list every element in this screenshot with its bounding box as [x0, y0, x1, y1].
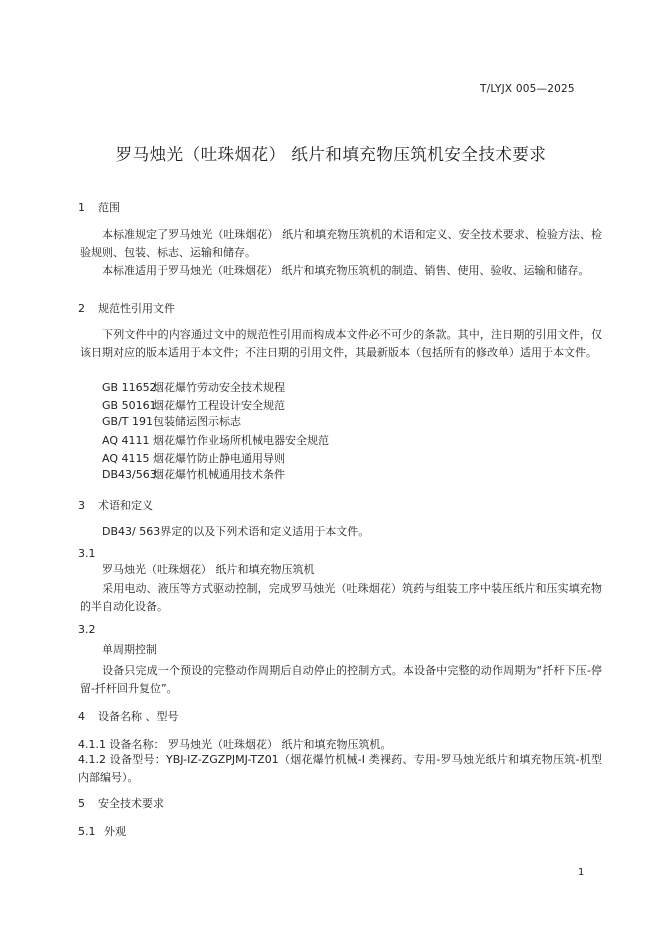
- section-title: 安全技术要求: [98, 797, 164, 810]
- paragraph-scope-1: 本标准规定了罗马烛光（吐珠烟花） 纸片和填充物压筑机的术语和定义、安全技术要求、检验方法、检验规则、包装、标志、运输和储存。: [80, 228, 602, 259]
- section-title: 设备名称 、型号: [98, 710, 179, 723]
- section-number: 4: [78, 710, 85, 723]
- section-number: 2: [78, 302, 85, 315]
- section-4-heading: [78, 708, 179, 726]
- reference-item: GB/T 191包装储运图示标志: [102, 415, 241, 428]
- device-model-item: 4.1.2 设备型号：YBJ-IZ-ZGZPJMJ-TZ01（烟花爆竹机械-I 类裸药、专用-罗马烛光纸片和填充物压筑-机型内部编号）。: [78, 753, 602, 784]
- section-number: 1: [78, 201, 85, 214]
- subsection-5-1-heading: [78, 823, 126, 841]
- section-title: 外观: [104, 825, 126, 838]
- paragraph-terms-intro: DB43/ 563界定的以及下列术语和定义适用于本文件。: [102, 525, 370, 538]
- term-number: 3.1: [78, 547, 96, 560]
- term-name: 罗马烛光（吐珠烟花） 纸片和填充物压筑机: [102, 563, 315, 576]
- reference-item: AQ 4111 烟花爆竹作业场所机械电器安全规范: [102, 434, 329, 447]
- document-code: T/LYJX 005—2025: [480, 83, 575, 95]
- section-3-heading: [78, 497, 153, 515]
- term-definition: 采用电动、液压等方式驱动控制，完成罗马烛光（吐珠烟花）筑药与组装工序中装压纸片和压实填充物的半自动化设备。: [80, 582, 602, 613]
- page-number: 1: [578, 867, 585, 878]
- section-1-heading: [78, 199, 120, 217]
- section-title: 术语和定义: [98, 499, 153, 512]
- paragraph-normative-refs: 下列文件中的内容通过文中的规范性引用而构成本文件必不可少的条款。其中，注日期的引用文件，仅该日期对应的版本适用于本文件；不注日期的引用文件，其最新版本（包括所有的修改单）适用于本文件。: [80, 328, 602, 359]
- reference-item: GB 11652烟花爆竹劳动安全技术规程: [102, 381, 285, 394]
- section-title: 规范性引用文件: [98, 302, 175, 315]
- section-number: 3: [78, 499, 85, 512]
- section-number: 5: [78, 797, 85, 810]
- reference-item: GB 50161烟花爆竹工程设计安全规范: [102, 399, 285, 412]
- term-definition: 设备只完成一个预设的完整动作周期后自动停止的控制方式。本设备中完整的动作周期为“扦杆下压-停留-扦杆回升复位”。: [80, 664, 602, 695]
- section-5-heading: [78, 795, 164, 813]
- term-number: 3.2: [78, 623, 96, 636]
- section-number: 5.1: [78, 825, 96, 838]
- document-title: 罗马烛光（吐珠烟花） 纸片和填充物压筑机安全技术要求: [115, 145, 547, 164]
- device-name-item: 4.1.1 设备名称： 罗马烛光（吐珠烟花） 纸片和填充物压筑机。: [78, 738, 392, 751]
- reference-item: AQ 4115 烟花爆竹防止静电通用导则: [102, 452, 285, 465]
- reference-item: DB43/563烟花爆竹机械通用技术条件: [102, 468, 285, 481]
- section-title: 范围: [98, 201, 120, 214]
- paragraph-scope-2: 本标准适用于罗马烛光（吐珠烟花） 纸片和填充物压筑机的制造、销售、使用、验收、运输和储存。: [102, 264, 590, 277]
- term-name: 单周期控制: [102, 643, 157, 656]
- section-2-heading: [78, 300, 175, 318]
